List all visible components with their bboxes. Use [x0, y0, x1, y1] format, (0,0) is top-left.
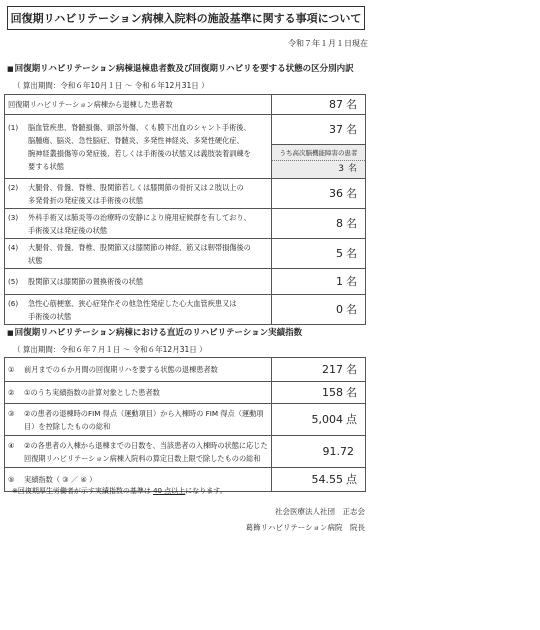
- row4-value: 5 名: [272, 239, 366, 269]
- hospital-director: 葛飾リハビリテーション病院 院長: [245, 523, 365, 532]
- higher-brain-dysfunction-value: 3 名: [338, 164, 357, 174]
- square-bullet-icon: ■: [7, 329, 14, 337]
- row5-value: 1 名: [272, 269, 366, 295]
- as-of-date: 令和７年１月１日現在: [288, 39, 368, 48]
- table-row-5: [5, 269, 366, 295]
- table-row-6: [5, 295, 366, 325]
- row2-value: 36 名: [272, 179, 366, 209]
- index-row1-value: 217 名: [272, 358, 366, 382]
- index-row-4: [5, 436, 366, 468]
- index-row2-label: ② ①のうち実績指数の計算対象とした患者数: [5, 382, 272, 404]
- section1-heading-text: 回復期リハビリテーション病棟退棟患者数及び回復期リハビリを要する状態の区分別内訳: [14, 64, 354, 74]
- table-row-total: [5, 95, 366, 115]
- section2-heading-text: 回復期リハビリテーション病棟における直近のリハビリテーション実績指数: [14, 328, 303, 338]
- index-row-2: [5, 382, 366, 404]
- row2-label: (2) 大腿骨、骨盤、脊椎、股関節若しくは膝関節の骨折又は２肢以上の 多発骨折の発症後又は手術後の状態: [5, 179, 272, 209]
- index-row-3: [5, 404, 366, 436]
- row5-label: (5) 股関節又は膝関節の置換術後の状態: [5, 269, 272, 295]
- square-bullet-icon: ■: [7, 65, 14, 73]
- index-row4-label: ④ ②の各患者の入棟から退棟までの日数を、当該患者の入棟時の状態に応じた 回復期リハビリテーション病棟入院料の算定日数上限で除したものの総和: [5, 436, 272, 468]
- higher-brain-dysfunction-label: うち高次脳機能障害の患者: [272, 146, 365, 161]
- index-row3-label: ③ ②の患者の退棟時のFIM 得点（運動項目）から入棟時の FIM 得点（運動項 目）を控除したものの総和: [5, 404, 272, 436]
- row1-label: (1) 脳血管疾患、脊髄損傷、頭部外傷、くも膜下出血のシャント手術後、 脳腫瘍、脳炎、急性脳症、脊髄炎、多発性神経炎、多発性硬化症、 腕神経叢損傷等の発症後、若しくは手術後の状態又は義肢装着訓練を 要する状態: [5, 115, 272, 179]
- benchmark-threshold: 40 点以上: [153, 487, 186, 495]
- section2-heading: [7, 326, 302, 338]
- table-row-1: [5, 115, 366, 145]
- discharge-breakdown-table: [4, 94, 366, 325]
- index-row5-value: 54.55 点: [272, 468, 366, 492]
- section1-heading: [7, 62, 354, 74]
- index-row2-value: 158 名: [272, 382, 366, 404]
- total-label: 回復期リハビリテーション病棟から退棟した患者数: [5, 95, 272, 115]
- section1-period: （ 算出期間：令和６年10月１日 ～ 令和６年12月31日 ）: [13, 81, 209, 90]
- index-row5-label: ⑤ 実績指数（ ③ ／ ④ ）: [5, 468, 272, 492]
- row1-value: 37 名: [272, 115, 366, 145]
- rehab-index-table: [4, 357, 366, 492]
- row3-label: (3) 外科手術又は肺炎等の治療時の安静により廃用症候群を有しており、 手術後又は発症後の状態: [5, 209, 272, 239]
- page-title: 回復期リハビリテーション病棟入院料の施設基準に関する事項について: [7, 6, 365, 30]
- total-value: 87 名: [272, 95, 366, 115]
- index-row4-value: 91.72: [272, 436, 366, 468]
- row1-subcell: [272, 145, 366, 179]
- index-row1-label: ① 前月までの６か月間の回復期リハを要する状態の退棟患者数: [5, 358, 272, 382]
- row4-label: (4) 大腿骨、骨盤、脊椎、股関節又は膝関節の神経、筋又は靭帯損傷後の 状態: [5, 239, 272, 269]
- organization-name: 社会医療法人社団 正志会: [275, 507, 365, 516]
- row6-label: (6) 急性心筋梗塞、狭心症発作その他急性発症した心大血管疾患又は 手術後の状態: [5, 295, 272, 325]
- table-row-4: [5, 239, 366, 269]
- section2-period: （ 算出期間：令和６年７月１日 ～ 令和６年12月31日 ）: [13, 345, 207, 354]
- index-row3-value: 5,004 点: [272, 404, 366, 436]
- benchmark-note: ※回復期厚生労働者が示す実績指数の基準は 40 点以上になります。: [12, 487, 227, 495]
- index-row-1: [5, 358, 366, 382]
- row6-value: 0 名: [272, 295, 366, 325]
- table-row-3: [5, 209, 366, 239]
- row3-value: 8 名: [272, 209, 366, 239]
- table-row-2: [5, 179, 366, 209]
